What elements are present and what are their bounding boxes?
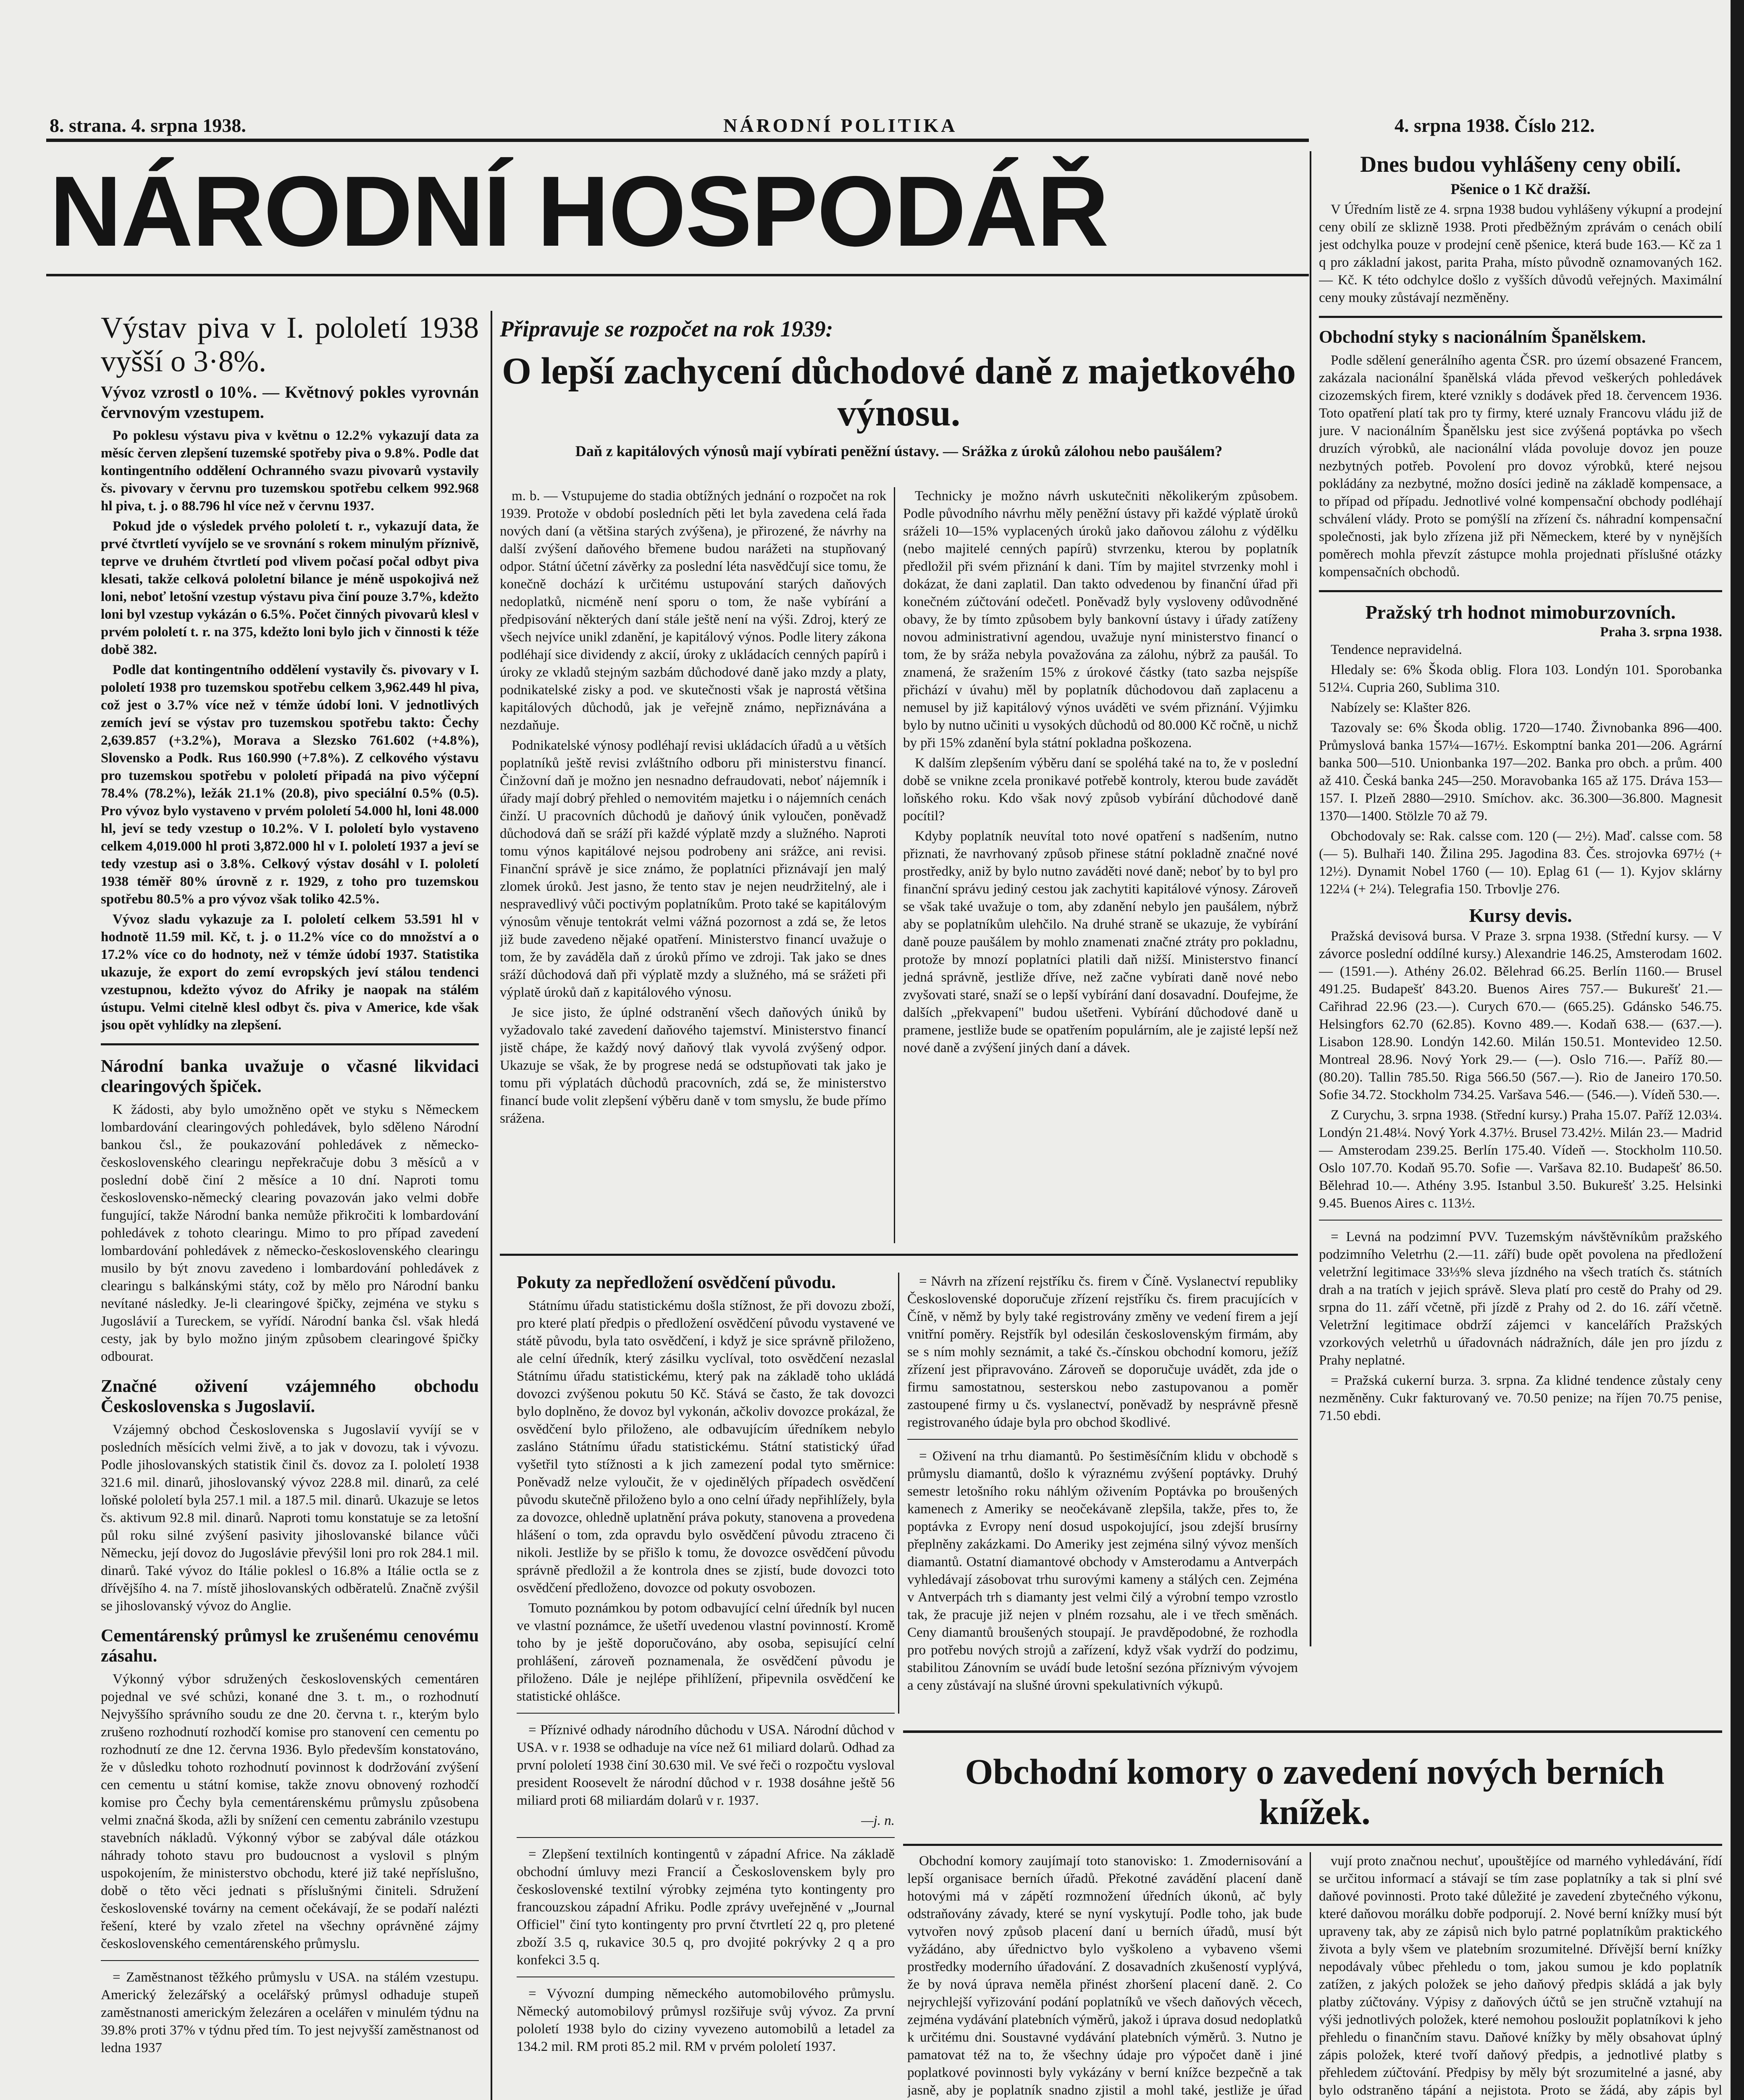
paragraph: m. b. — Vstupujeme do stadia obtížných jednání o rozpočet na rok 1939. Protože v období posledních pěti let byla zavedena celá řada nových daní (a většina starých zvýšena), je přirozené, že návrhy na další zvýšení daňového břemene budou narážeti na stupňovaný odpor. Státní účetní závěrky za poslední léta nasvědčují sice tomu, že konečně dochází k určitému ustupování starých daňových nedoplatků, nicméně není sporu o tom, že naše vybírání a předpisování některých daní stále ještě není na výši. Zdroj, který ze všech nejvíce unikl zdanění, je kapitálový výnos. Podle litery zákona podléhají sice dividendy z akcií, úroky z ukládacích cenných papírů i úroky ze vkladů stejným sazbám důchodové daně jako mzdy a platy, podnikatelské zisky a pod. ve skutečnosti však je naprostá většina kapitálových důchodů, jak je veřejně známo, nepřiznávána a nezdaňuje. bbox=[500, 488, 886, 733]
beer-article-subtitle: Vývoz vzrostl o 10%. — Květnový pokles vyrovnán červnovým vzestupem. bbox=[101, 383, 479, 422]
lead-article-subtitle: Daň z kapitálových výnosů mají vybírati peněžní ústavy. — Srážka z úroků zálohou nebo paušálem? bbox=[575, 443, 1223, 459]
paragraph: = Zaměstnanost těžkého průmyslu v USA. na stálém vzestupu. Americký železářský a ocelářský průmysl odhaduje stupeň zaměstnanosti americkým železáren a ocelářen v minulém týdnu na 39.8% proti 37% v týdnu před tím. To jest nejvyšší zaměstnanost od ledna 1937 bbox=[101, 1970, 479, 2055]
paragraph: = Příznivé odhady národního důchodu v USA. Národní důchod v USA. v r. 1938 se odhaduje na více než 61 miliard dolarů. Odhad za první pololetí 1938 činí 30.630 mil. Ve své řeči o rozpočtu vysloval president Roosevelt že národní důchod v r. 1938 dosáhne ještě 56 miliard proti 68 miliardám dolarů v r. 1937. bbox=[517, 1722, 895, 1808]
divider bbox=[1319, 1220, 1722, 1221]
paragraph: Obchodní komory zaujímají toto stanovisko: 1. Zmodernisování a lepší organisace berních úřadů. Překotné zavádění placení daně hotovými má v zápětí rozmnožení úředních úkonů, ač byly odstraňovány závady, které se nyní vyskytují. Podle toho, jak bude vytvořen nový způsob placení daní u berních úřadů, musí být vyžádáno, aby úřednictvo bylo vyškoleno a vybaveno všemi prostředky moderního úřadování. Z dosavadních zkušeností vyplývá, že by nová úprava neměla přinést zhoršení placení daně. 2. Co nejrychlejší vyřizování podání poplatníků ve všech daňových věcech, zejména vydávání platebních výměrů, jakož i úprava dosud nedoplatků k určitému dni. Soustavné vydávání platebních výměrů. 3. Nutno je pamatovat též na to, že všechny údaje pro výpočet daně i jiné poplatkové povinnosti byly vykázány v berní knížce bezpečně a tak jasně, aby je poplatník snadno zjistil a mohl také, jestliže je úřad bbox=[907, 1853, 1302, 2098]
grain-prices-subtitle: Pšenice o 1 Kč dražší. bbox=[1450, 181, 1591, 197]
column-rule bbox=[898, 1273, 899, 1714]
column-left bbox=[101, 311, 479, 2100]
paragraph: Výkonný výbor sdružených československých cementáren pojednal ve své schůzi, konané dne 3. t. m., o rozhodnutí Nejvyššího správního soudu ze dne 20. června t. r., kterým bylo zrušeno rozhodnutí rozhodčí komise pro stanovení cen cementu po rozhodnutí ze dne 12. června 1936. Bylo především konstatováno, že v důsledku tohoto rozhodnutí povinnost k dodržování zvýšení cen cementu u státní komise, takže znovu obnovený rozhodčí komise pro Čechy byla cementárenskému průmyslu způsobena velmi značná škoda, ažli by snížení cen cementu zabránilo vzestupu stavebních nákladů. Výkonný výbor se zabýval dále otázkou náhrady tohoto stavu pro budoucnost a vyslovil s plným uspokojením, že ministerstvo obchodu, které již také nepříslušno, době o těto věci jednati s příslušnými činiteli. Sdružení československé továrny na cement očekávají, že se podaří nalézti řešení, které by vzalo zřetel na všechny oprávněné zájmy československého cementárenského průmyslu. bbox=[101, 1672, 479, 1951]
lead-article-header bbox=[500, 316, 1298, 463]
paragraph: Tazovaly se: 6% Škoda oblig. 1720—1740. Živnobanka 896—400. Průmyslová banka 157¼—167½. Eskomptní banka 201—206. Agrární banka 500—510. Unionbanka 197—202. Banka pro obch. a prům. 400 až 410. Česká banka 245—250. Moravobanka 165 až 175. Dráva 153—157. I. Plzeň 2880—2910. Smíchov. akc. 36.300—36.800. Magnesit 1370—1400. Stölzle 70 až 79. bbox=[1319, 720, 1722, 824]
stock-market-date: Praha 3. srpna 1938. bbox=[1600, 625, 1722, 640]
paragraph: = Návrh na zřízení rejstříku čs. firem v Číně. Vyslanectví republiky Československé doporučuje zřízení rejstříku čs. firem pracujících v Číně, v němž by byly také registrovány změny ve vedení firem a její vnitřní poměry. Rejstřík byl odesilán československým firmám, aby se s ním mohly seznámit, a také čs.-čínskou obchodní komoru, ježíž zřízení jest připravováno. Zároveň se doporučuje uvádět, zda jde o firmu samostatnou, sesterskou nebo zastupovanou a poměr zastoupené firmy u čs. vyslanectví, poněvadž by nesprávně přesně registrovaného údaje byla pro obchod škodlivé. bbox=[907, 1274, 1298, 1430]
paragraph: Vzájemný obchod Československa s Jugoslavií vyvíjí se v posledních měsících velmi živě, a to jak v dovozu, tak i vývozu. Podle jihoslovanských statistik činil čs. dovoz za I. pololetí 1938 321.6 mil. dinarů, jihoslovanský vývoz 228.8 mil. dinarů, za celé loňské pololetí byla 257.1 mil. a 187.5 mil. dinarů. Ukazuje se letos čs. aktivum 92.8 mil. dinarů. Naproti tomu konstatuje se za letošní půl roku silné zvýšení pasivity jihoslovanské bilance vůči Německu, její dovoz do Jugoslávie převýšil loni pro rok 284.1 mil. dinarů. Také vývoz do Itálie poklesl o 16.8% a Itálie octla se z dřívějšího 4. na 7. místě jihoslovanských odběratelů. Značně zvýšil se jihoslovanský vývoz do Anglie. bbox=[101, 1422, 479, 1614]
paragraph: Pražská devisová bursa. V Praze 3. srpna 1938. (Střední kursy. — V závorce poslední oddílné kursy.) Alexandrie 146.25, Amsterodam 1602.— (1591.—). Athény 26.02. Bělehrad 66.25. Berlín 1160.— Brusel 491.25. Budapešť 843.20. Buenos Aires 757.— Bukurešť 21.— Cařihrad 22.96 (23.—). Curych 670.— (665.25). Gdánsko 546.75. Helsingfors 62.70 (62.85). Kovno 489.—. Kodaň 638.— (637.—). Lisabon 128.90. Londýn 142.60. Milán 150.51. Montevideo 12.50. Montreal 28.96. Nový York 29.— (—). Oslo 716.—. Paříž 80.— (80.20). Tallin 785.50. Riga 566.50 (567.—). Rio de Janeiro 170.50. Sofie 34.72. Stockholm 734.25. Varšava 546.— (546.—). Vídeň 530.—. bbox=[1319, 929, 1722, 1102]
chambers-article-column-2 bbox=[1319, 1852, 1722, 2100]
paragraph: = Pražská cukerní burza. 3. srpna. Za klidné tendence zůstaly ceny nezměněny. Cukr fakturovaný ve. 70.50 penize; na říjen 70.75 penise, 71.50 ebdi. bbox=[1319, 1373, 1722, 1423]
paragraph: Po poklesu výstavu piva v květnu o 12.2% vykazují data za měsíc červen zlepšení tuzemské spotřeby piva o 9.8%. Podle dat kontingentního oddělení Ochranného svazu pivovarů vystavily čs. pivovary v červnu pro tuzemskou spotřebu celkem 992.968 hl piva, t. j. o 88.796 hl více než v červnu 1937. bbox=[101, 428, 479, 514]
paragraph: K dalším zlepšením výběru daní se spoléhá také na to, že v poslední době se vnikne zcela pronikavé potřebě kontroly, kterou bude zavádět loňského roku. Kdo však nový způsob vybírání důchodové daně pocítil? bbox=[903, 756, 1298, 824]
yugoslavia-trade-title: Značné oživení vzájemného obchodu Československa s Jugoslavií. bbox=[101, 1377, 479, 1416]
column-rule bbox=[894, 487, 895, 1243]
paragraph: Hledaly se: 6% Škoda oblig. Flora 103. Londýn 101. Sporobanka 512¼. Cupria 260, Sublima 310. bbox=[1319, 662, 1722, 695]
divider bbox=[517, 1713, 895, 1714]
paragraph: vují proto značnou nechuť, upouštějíce od marného vyhledávání, řídí se určitou informací a stávají se tím zase poplatníky a tak si plní své daňové povinnosti. Proto také důležité je zavedení zbytečného výkonu, které daňovou morálku dobře podporují. 2. Nové berní knížky musí být upraveny tak, aby ze zápisů nich bylo patrné poplatníkům praktického života a byly všem ve platebním srozumitelné. Dřívější berní knížky nepodávaly vůbec přehledu o tom, jakou sumou je kdo poplatník zatížen, z jakých položek se jeho daňový předpis skládá a jak byly platby zúčtovány. Výpisy z daňových účtů se jen stručně vztahují na výši jednotlivých položek, které nemohou posloužit poplatníkovi k jeho přehledu o finančním stavu. Daňové knížky by měly obsahovat úplný zápis položek, které tvoří daňový předpis, a jednotlivé platby s přehledem zúčtování. Předpisy by měly být srozumitelné a jasné, aby bylo odstraněno tápání a nejistota. Proto se žádá, aby zápis byl bbox=[1319, 1853, 1722, 2098]
paragraph: Podle dat kontingentního oddělení vystavily čs. pivovary v I. pololetí 1938 pro tuzemskou spotřebu celkem 3,962.449 hl piva, což jest o 3.7% více než v témže údobí loni. V jednotlivých zemích jeví se výstav pro tuzemskou spotřebu takto: Čechy 2,639.857 (+3.2%), Morava a Slezsko 761.602 (+4.8%), Slovensko a Podk. Rus 160.990 (+7.8%). Z celkového výstavu pro tuzemskou spotřebu v pololetí připadá na pivo výčepní 78.4% (78.2%), ležák 21.1% (20.8), pivo speciální 0.5% (0.5). Pro vývoz bylo vystaveno v prvém pololetí 54.000 hl, loni 48.000 hl, jeví se tedy vzestup o 10.2%. V I. pololetí bylo vystaveno celkem 4,019.000 hl proti 3,872.000 hl v I. pololetí 1937 a jeví se tedy vzestup asi o 3.8%. Celkový výstav dosáhl v I. pololetí 1938 téměř 80% úrovně z r. 1929, z toho pro tuzemskou spotřebu 80.5% a pro vývoz však toliko 42.5%. bbox=[101, 662, 479, 907]
paragraph: = Oživení na trhu diamantů. Po šestiměsíčním klidu v obchodě s průmyslu diamantů, došlo k výraznému zvýšení poptávky. Druhý semestr letošního roku náhlým oživením Poptávka po broušených kamenech z Ameriky se neočekávaně zlepšila, takže, přes to, že poptávka z Evropy není dosud uspokojující, jsou zdejší brusírny přeplněny zakázkami. Do Ameriky jest zejména silný vývoz menších diamantů. Ostatní diamantové obchody v Amsterodamu a Antverpách vyhledávají zásobovat trhu surovými kameny a stálých cen. Zejména v Antverpách trh s diamanty jest velmi čilý a výrobní tempo vzrostlo tak, že pracuje již nejen v plném rozsahu, ale i ve třech směnách. Ceny diamantů broušených stoupají. Je pravděpodobné, že rozhodla pro potřebu nových strojů a zařízení, když však vydrží do podzimu, stabilitou Zánovním se uvádí bude letošní sezóna příznivým vývojem a ceny zůstávají na slušné úrovni spekulativních výkupů. bbox=[907, 1449, 1298, 1693]
lead-article-column-1 bbox=[500, 487, 886, 1252]
masthead-rule bbox=[46, 274, 1309, 276]
article-divider bbox=[1319, 590, 1722, 592]
column-right bbox=[1319, 151, 1722, 1722]
grain-prices-title: Dnes budou vyhlášeny ceny obilí. bbox=[1360, 152, 1681, 177]
chambers-article-title: Obchodní komory o zavedení nových berních knížek. bbox=[965, 1751, 1665, 1832]
national-bank-title: Národní banka uvažuje o včasné likvidaci clearingových špiček. bbox=[101, 1057, 479, 1096]
paragraph: Kdyby poplatník neuvítal toto nové opatření s nadšením, nutno přiznati, že navrhovaný způsob přinese státní pokladně značné nové prostředky, aniž by bylo nutno zaváděti nové daně; neboť by to byl pro finanční správu jediný cestou jak zachytiti kapitálové výnosy. Zároveň se však také uvažuje o tom, aby zdanění nebylo jen paušálem, nýbrž aby se poplatníkům ulehčilo. Na druhé straně se ukazuje, že vybírání daně pouze paušálem by mohlo znamenati značné ztráty pro pokladnu, protože by mnozí poplatníci platili daň nižší. Ministerstvo financí jedná správně, jestliže dříve, než začne vybírati daně nové nebo zvyšovati staré, snaží se o lepší vybírání daní dosavadní. Doufejme, že dalších „překvapení" budou ušetřeni. Vybírání důchodové daně u pramene, jestliže bude se opatřením populárním, ale je zajisté lepší než nové daně a zvýšení jiných daní a dávek. bbox=[903, 829, 1298, 1055]
lead-article-column-2 bbox=[903, 487, 1298, 1252]
paragraph: Vývoz sladu vykazuje za I. pololetí celkem 53.591 hl v hodnotě 11.59 mil. Kč, t. j. o 11.2% více co do množství a o 17.2% více co do hodnoty, než v témže údobí 1937. Statistika ukazuje, že export do zemí evropských jeví stálou tendenci vzestupnou, kdežto vývoz do Afriky je naopak na stálém ústupu. Velmi citelně klesl odbyt čs. piva v Americe, kde však jsou opět vyhlídky na zlepšení. bbox=[101, 912, 479, 1033]
divider bbox=[907, 1439, 1298, 1440]
lead-article-kicker: Připravuje se rozpočet na rok 1939: bbox=[500, 316, 833, 341]
section-masthead: NÁRODNÍ HOSPODÁŘ bbox=[50, 156, 1108, 267]
paragraph: V Úředním listě ze 4. srpna 1938 budou vyhlášeny výkupní a prodejní ceny obilí ze sklizně 1938. Proti předběžným zprávám o cenách obilí jest odchylka pouze v prodejní ceně pšenice, která bude 163.— Kč za 1 q pro základní jakost, parita Praha, místo původně oznamovaných 162.— Kč. K této odchylce došlo z vyšších důvodů veřejných. Maximální ceny mouky zůstávají nezměněny. bbox=[1319, 202, 1722, 305]
paragraph: Technicky je možno návrh uskutečniti několikerým způsobem. Podle původního návrhu měly peněžní ústavy při každé výplatě úroků sráželi 10—15% vyplacených úroků jako daňovou zálohu z výdělku (nebo majitelé cenných papírů) stvrzenku, kterou by poplatník předložil při svém přiznání k dani. Tím by majitel stvrzenky mohl i dokázat, že dani zaplatil. Dan takto odvedenou by finanční úřad při konečném zúčtování odečetl. Poněvadž byly vysloveny odůvodněné obavy, že by tímto způsobem byly bankovní ústavy i úřady zatíženy novou administrativní agendou, uvažuje nyní ministerstvo financí o tom, že by sráža nebyla považována za zálohu, nýbrž za paušál. To znamená, že sražením 15% z úrokové částky (tato sazba nejspíše přichází v úvahu) měl by poplatník důchodovou daň zaplacenu a nemusel by již kapitálový výnos uváděti ve svém přiznání. Výjimku bylo by nutno učiniti u vysokých důchodů od 80.000 Kč ročně, u nichž by při 15% zdanění byla státní pokladna poškozena. bbox=[903, 488, 1298, 751]
column-rule bbox=[1310, 1852, 1311, 2100]
cement-industry-title: Cementárenský průmysl ke zrušenému cenovému zásahu. bbox=[101, 1626, 479, 1666]
paragraph: = Zlepšení textilních kontingentů v západní Africe. Na základě obchodní úmluvy mezi Francií a Československem byly pro československé textilní výrobky zejména tyto kontingenty pro francouzskou západní Afriku. Podle zprávy uveřejněné v „Journal Officiel" činí tyto kontingenty pro první čtvrtletí 22 q, pro pletené zboží 3.5 q, rukavice 30.5 q, pro dvojité pokrývky 2 q a pro konfekci 3.5 q. bbox=[517, 1847, 895, 1968]
lead-article-title: O lepší zachycení důchodové daně z majetkového výnosu. bbox=[502, 350, 1296, 434]
paragraph: = Levná na podzimní PVV. Tuzemským návštěvníkům pražského podzimního Veletrhu (2.—11. září) bude opět povolena na předložení veletržní legitimace 33⅓% sleva jízdného na všech tratích čs. státních drah a na tratích v jejich správě. Sleva platí pro cestě do Prahy od 29. srpna do 11. září včetně, při jízdě z Prahy od 2. do 16. září včetně. Veletržní legitimace obdrží zájemci v kancelářích Pražských vzorkových veletrhů u úřadovnách nádražních, dále jen pro jízdu z Prahy neplatné. bbox=[1319, 1229, 1722, 1368]
paragraph: K žádosti, aby bylo umožněno opět ve styku s Německem lombardování clearingových pohledávek, bylo sděleno Národní bankou čsl., že poukazování pohledávek z německo-československého clearingu nepřekračuje dobu 3 měsíců a v poslední době činí 2 měsíce a 10 dní. Naproti tomu československo-německý clearing povazován jako velmi dobře fungující, takže Národní banka nemůže přikročiti k lombardování pohledávek z tohoto clearingu. Mimo to pro případ zavedení lombardování pohledávek z německo-československého clearingu musilo by být znovu zavedeno i lombardování pohledávek z clearingu s balkánskými státy, což by mělo pro Národní banku nevítané následky. Je-li clearingové špičky, zejména ve styku s Jugoslávií a Tureckem, se vyřídí. Národní banka čsl. však hledá cesty, jak by bylo možno jiným způsobem clearingové špičky odbourat. bbox=[101, 1102, 479, 1364]
article-divider bbox=[500, 1254, 1298, 1256]
paragraph: Tomuto poznámkou by potom odbavující celní úředník byl nucen ve vlastní poznámce, že ušetří uvedenou vlastní povinností. Kromě toho by je ještě doporučováno, aby osoba, sepisující celní prohlášení, zároveň poznamenala, že osvědčení původu je přiloženo. Dále je nejlépe přihlížení, připevnila osvědčení ke statistické ohlášce. bbox=[517, 1601, 895, 1704]
divider bbox=[101, 1960, 479, 1961]
header-rule bbox=[46, 139, 1309, 142]
paragraph: Z Curychu, 3. srpna 1938. (Střední kursy.) Praha 15.07. Paříž 12.03¼. Londýn 21.48¼. Nový York 4.37½. Brusel 73.42½. Milán 23.— Madrid — Amsterodam 239.25. Berlín 175.40. Vídeň —. Stockholm 110.50. Oslo 107.70. Kodaň 95.70. Sofie —. Varšava 82.10. Budapešť 86.50. Bělehrad 10.—. Athény 3.95. Istanbul 3.50. Bukurešť 3.25. Helsinki 9.45. Buenos Aires c. 113½. bbox=[1319, 1108, 1722, 1211]
paragraph: Je sice jisto, že úplné odstranění všech daňových úniků by vyžadovalo také zavedení daňového tajemství. Ministerstvo financí jistě chápe, že každý nový daňový tlak vyvolá zvýšený odpor. Ukazuje se však, že by progrese nedá se odstupňovati tak jako je tomu při výplatách důchodů pracovních, zdá se, že ministerstvo financí bude volit zlepšení výběru daně v tom smyslu, že bude přímo srážena. bbox=[500, 1005, 886, 1126]
page-header-title: NÁRODNÍ POLITIKA bbox=[723, 115, 958, 136]
paragraph: Státnímu úřadu statistickému došla stížnost, že při dovozu zboží, pro které platí předpis o předložení osvědčení původu vystavené ve státě původu, byla tato osvědčení, i když je sice správně přiloženo, ale celní úředník, který zásilku vyclíval, toto osvědčení nezaslal Státnímu úřadu statistickému, který pak na základě toho ukládá dovozci zvýšenou pokutu 50 Kč. Stává se často, že tak dovozci bylo doplněno, že dovoz byl vykonán, ačkoliv dovozce prokázal, že osvědčení bylo přiloženo, ale odbavujícím úředníkem nebylo zasláno Státnímu úřadu statistickému. Státní statistický úřad vyšetřil tyto stížnosti a k jich zamezení podal tyto směrnice: Poněvadž nelze vyloučit, že v ojedinělých případech osvědčení původu skutečně přiloženo bylo a ono celní úřady nepřihlížely, byla za dovozce, ohledně uplatnění práva pokuty, stanovena a provedena hlášení o tom, zda opravdu bylo osvědčení původu ztraceno či nikoli. Jestliže by se přišlo k tomu, že dovozce osvědčení původu správně předložil a že kontrola dnes se zjistí, bude dovozci toto osvědčení předloženo, dovozce od pokuty osvobozen. bbox=[517, 1298, 895, 1596]
article-divider bbox=[903, 1730, 1722, 1733]
article-divider bbox=[903, 1844, 1722, 1846]
spain-trade-title: Obchodní styky s nacionálním Španělskem. bbox=[1319, 328, 1646, 347]
page-header-right: 4. srpna 1938. Číslo 212. bbox=[1395, 115, 1595, 136]
origin-certificate-title: Pokuty za nepředložení osvědčení původu. bbox=[517, 1273, 836, 1292]
exchange-rates-title: Kursy devis. bbox=[1469, 905, 1572, 926]
column-center-lower bbox=[517, 1273, 895, 2100]
column-rule bbox=[491, 311, 492, 2100]
stock-market-title: Pražský trh hodnot mimoburzovních. bbox=[1365, 601, 1676, 623]
author-signature: —j. n. bbox=[861, 1813, 895, 1828]
paragraph: Podnikatelské výnosy podléhají revisi ukládacích úřadů a u větších poplatníků ještě revisi zvláštního odboru při ministerstvu financí. Činžovní daň je možno jen nesnadno defraudovati, neboť nájemník i úřady mají dobrý přehled o nemovitém majetku i o nájemních cenách činží. U pracovních důchodů je daňový únik vyloučen, poněvadž důchodová daň se sráží při každé výplatě mzdy a služného. Naproti tomu výnos kapitálové nejsou podrobeny ani srážce, ani revisi. Finanční správě je sice známo, že poplatníci přiznávají jen malý zlomek úroků. Jest jasno, že tento stav je nejen neudržitelný, ale i nespravedlivý vůči poctivým poplatníkům. Proto také se kapitálovým výnosům věnuje tentokrát velmi vážná pozornost a zdá se, že letos již bude zavedeno nějaké opatření. Ministerstvo financí uvažuje o tom, že by zaváděla daň z úroků přímo ve zdroji. Tak jako se dnes sráží důchodová daň při výplatě mzdy a služného, má se srážeti při výplatě úroků daň z kapitálového výnosu. bbox=[500, 738, 886, 1000]
paragraph: Nabízely se: Klašter 826. bbox=[1331, 700, 1471, 715]
article-divider bbox=[1319, 316, 1722, 318]
paragraph: = Vývozní dumping německého automobilového průmyslu. Německý automobilový průmysl rozšiřuje svůj vývoz. Za první pololetí 1938 bylo do ciziny vyvezeno automobilů a letadel za 134.2 mil. RM proti 85.2 mil. RM v prvém pololetí 1937. bbox=[517, 1986, 895, 2054]
divider bbox=[517, 1837, 895, 1838]
paragraph: Podle sdělení generálního agenta ČSR. pro území obsazené Francem, zakázala nacionální španělská vláda převod veškerých pohledávek cizozemských firem, které vznikly s dodávek před 18. červencem 1936. Toto opatření platí tak pro ty firmy, které uznaly Francovu vládu již de jure. V nacionálním Španělsku jest sice zvýšená poptávka po všech druzích výrobků, ale nacionální vláda povoluje dovoz jen pouze nezbytných potřeb. Povolení pro dovoz výrobků, které nejsou pokládány za nezbytné, možno dosíci jedině na základě kompensace, a to případ od případu. Jednotlivé volné kompensační obchody podléhají schválení vlády. Proto se pomýšlí na zřízení čs. náhradní kompensační společnosti, jak bylo zřízena již při Německem, které by v nynějších poměrech mohla převzít zástupce mohla projednati příslušné otázky kompensačních obchodů. bbox=[1319, 353, 1722, 580]
page-header-left: 8. strana. 4. srpna 1938. bbox=[50, 115, 246, 136]
paragraph: Tendence nepravidelná. bbox=[1331, 642, 1462, 657]
column-mid-right bbox=[907, 1273, 1298, 1705]
scan-edge bbox=[1731, 0, 1744, 2100]
article-divider bbox=[101, 1043, 479, 1045]
column-rule bbox=[1310, 151, 1311, 1646]
paragraph: Obchodovaly se: Rak. calsse com. 120 (— 2½). Maď. calsse com. 58 (— 5). Bulhaři 140. Žilina 295. Jagodina 83. Čes. strojovka 697½ (+ 12½). Dynamit Nobel 1760 (— 10). Eplag 61 (— 1). Kyjov sklárny 122¼ (+ 2¼). Telegrafia 150. Trbovlje 276. bbox=[1319, 829, 1722, 897]
paragraph: Pokud jde o výsledek prvého pololetí t. r., vykazují data, že prvé čtvrtletí vyvíjelo se ve srovnání s rokem minulým příznivě, teprve ve druhém čtvrtletí pod vlivem počasí počal odbyt piva klesati, takže celková pololetní bilance je méně uspokojivá než loni, neboť letošní vzestup výstavu piva činí pouze 3.7%, kdežto loni byl vzestup vykázán o 6.5%. Počet činných pivovarů klesl v prvém pololetí t. r. na 375, kdežto loni bylo jich v činnosti k téže době 382. bbox=[101, 519, 479, 657]
beer-article-title: Výstav piva v I. pololetí 1938 vyšší o 3·8%. bbox=[101, 311, 479, 378]
chambers-article-column-1 bbox=[907, 1852, 1302, 2100]
